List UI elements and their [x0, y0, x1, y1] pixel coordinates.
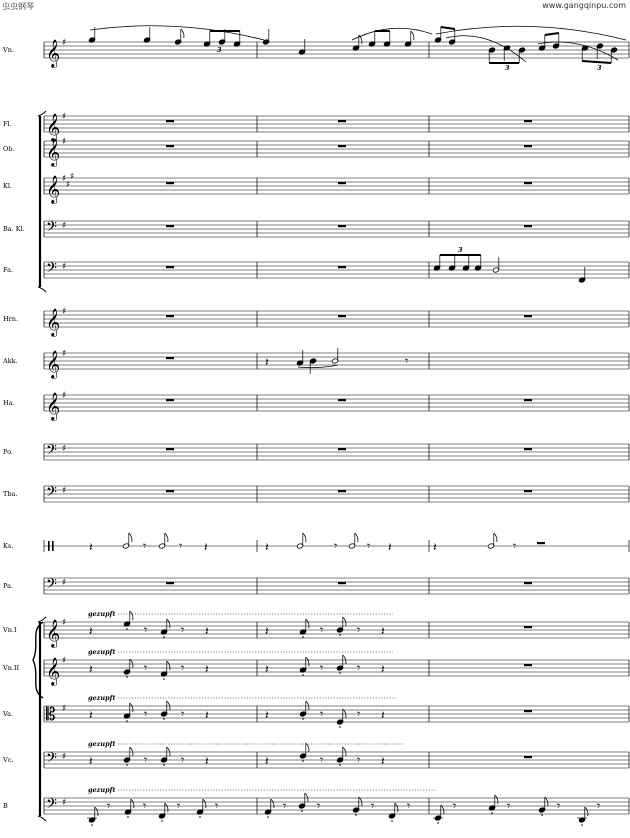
staff-tba	[44, 484, 629, 504]
note-flag	[585, 807, 588, 816]
staccato-dot	[126, 628, 128, 630]
staccato-dot	[163, 678, 165, 680]
note-flag	[165, 803, 168, 812]
percussion-clef-icon	[48, 541, 50, 551]
bass-clef-icon: 𝄢	[46, 219, 57, 239]
staccato-dot	[302, 636, 304, 638]
pizz-marking: gezupft	[88, 648, 116, 656]
note-flag	[181, 29, 184, 38]
staccato-dot	[91, 824, 93, 826]
eighth-rest-icon: 𝄾	[320, 707, 324, 721]
note-flag	[343, 617, 346, 626]
bass-clef-icon: 𝄢	[46, 260, 57, 280]
whole-rest-icon	[524, 626, 532, 628]
eighth-rest-icon: 𝄾	[357, 707, 361, 721]
note-flag	[343, 655, 346, 664]
staff-vn1	[44, 618, 629, 648]
instrument-label-b: B	[3, 802, 8, 810]
note-flag	[306, 701, 309, 710]
tuplet-number: 3	[597, 64, 602, 72]
eighth-rest-icon: 𝄾	[371, 799, 375, 813]
instrument-label-fa: Fa.	[3, 266, 14, 274]
eighth-rest-icon: 𝄾	[144, 623, 148, 637]
quarter-rest-icon: 𝄽	[381, 624, 385, 638]
eighth-rest-icon: 𝄾	[405, 354, 409, 368]
beam	[545, 33, 559, 35]
quarter-rest-icon: 𝄽	[381, 662, 385, 676]
staff-ob	[44, 137, 629, 167]
whole-rest-icon	[166, 182, 174, 184]
instrument-label-ks: Ks.	[3, 542, 14, 550]
staff-vn	[44, 38, 629, 68]
quarter-rest-icon: 𝄽	[265, 662, 269, 676]
note-flag	[545, 797, 548, 806]
site-name: 虫虫钢琴	[2, 2, 34, 11]
bass-clef-icon: 𝄢	[46, 484, 57, 504]
slur	[298, 365, 338, 368]
note-flag	[441, 805, 444, 814]
eighth-rest-icon: 𝄾	[557, 799, 561, 813]
staff-hrn	[44, 307, 629, 337]
staccato-dot	[126, 764, 128, 766]
staccato-dot	[302, 718, 304, 720]
staccato-dot	[302, 674, 304, 676]
whole-rest-icon	[166, 315, 174, 317]
whole-rest-icon	[338, 266, 346, 268]
sharp-icon: ♯	[62, 752, 67, 762]
whole-rest-icon	[338, 182, 346, 184]
quarter-rest-icon: 𝄽	[265, 624, 269, 638]
quarter-rest-icon: 𝄽	[205, 662, 209, 676]
instrument-label-ha: Ha.	[3, 399, 15, 407]
whole-rest-icon	[338, 582, 346, 584]
instrument-label-va: Va.	[3, 710, 14, 718]
whole-rest-icon	[166, 357, 174, 359]
eighth-rest-icon: 𝄾	[181, 707, 185, 721]
bass-clef-icon: 𝄢	[46, 442, 57, 462]
sharp-icon: ♯	[62, 349, 67, 359]
staccato-dot	[355, 814, 357, 816]
sharp-icon: ♯	[62, 578, 67, 588]
note-flag	[130, 747, 133, 756]
instrument-label-po: Po.	[3, 448, 13, 456]
strings-bracket-bottom	[38, 816, 46, 821]
staccato-dot	[163, 636, 165, 638]
sharp-icon: ♯	[62, 486, 67, 496]
eighth-rest-icon: 𝄾	[143, 799, 147, 813]
quarter-rest-icon: 𝄽	[265, 754, 269, 768]
whole-rest-icon	[166, 120, 174, 122]
whole-rest-icon	[524, 315, 532, 317]
note-flag	[271, 799, 274, 808]
staff-pa	[44, 576, 629, 596]
sharp-icon: ♯	[62, 618, 67, 628]
staccato-dot	[491, 812, 493, 814]
slur	[538, 42, 618, 60]
staccato-dot	[302, 760, 304, 762]
quarter-rest-icon: 𝄽	[265, 355, 269, 369]
staff-bakl	[44, 219, 629, 239]
whole-rest-icon	[524, 710, 532, 712]
percussion-clef-icon	[52, 541, 54, 551]
eighth-rest-icon: 𝄾	[320, 623, 324, 637]
staff-akk	[44, 349, 629, 379]
staccato-dot	[581, 824, 583, 826]
treble-clef-icon: 𝄞	[46, 175, 61, 203]
note-flag	[167, 661, 170, 670]
eighth-rest-icon: 𝄾	[181, 623, 185, 637]
whole-rest-icon	[166, 145, 174, 147]
note-flag	[305, 793, 308, 802]
staff-vc	[44, 750, 629, 770]
eighth-rest-icon: 𝄾	[215, 799, 219, 813]
whole-rest-icon	[537, 542, 545, 544]
eighth-rest-icon: 𝄾	[320, 753, 324, 767]
treble-clef-icon: 𝄞	[46, 39, 61, 67]
whole-rest-icon	[524, 756, 532, 758]
quarter-rest-icon: 𝄽	[205, 624, 209, 638]
sharp-icon: ♯	[62, 656, 67, 666]
whole-rest-icon	[166, 582, 174, 584]
note-flag	[95, 807, 98, 816]
eighth-rest-icon: 𝄾	[367, 539, 371, 553]
quarter-rest-icon: 𝄽	[265, 708, 269, 722]
whole-rest-icon	[166, 266, 174, 268]
eighth-rest-icon: 𝄾	[144, 707, 148, 721]
eighth-rest-icon: 𝄾	[357, 753, 361, 767]
eighth-rest-icon: 𝄾	[334, 539, 338, 553]
instrument-label-vn1: Vn.I	[3, 626, 17, 634]
note-flag	[129, 533, 132, 542]
note-flag	[130, 659, 133, 668]
whole-rest-icon	[524, 225, 532, 227]
instrument-label-akk: Akk.	[3, 357, 18, 365]
staccato-dot	[126, 720, 128, 722]
eighth-rest-icon: 𝄾	[357, 661, 361, 675]
slur	[352, 28, 432, 40]
eighth-rest-icon: 𝄾	[357, 623, 361, 637]
eighth-rest-icon: 𝄾	[320, 661, 324, 675]
staccato-dot	[126, 676, 128, 678]
note-flag	[167, 701, 170, 710]
whole-rest-icon	[166, 399, 174, 401]
sharp-icon: ♯	[62, 444, 67, 454]
instrument-label-bakl: Ba. Kl.	[3, 225, 25, 233]
staccato-dot	[199, 816, 201, 818]
treble-clef-icon: 𝄞	[46, 657, 61, 685]
sharp-icon: ♯	[62, 391, 67, 401]
tuplet-number: 3	[505, 64, 510, 72]
violin-brace	[33, 622, 43, 698]
note-flag	[306, 619, 309, 628]
staccato-dot	[339, 726, 341, 728]
staccato-dot	[301, 810, 303, 812]
staccato-dot	[437, 822, 439, 824]
staccato-dot	[339, 764, 341, 766]
staccato-dot	[391, 820, 393, 822]
quarter-rest-icon: 𝄽	[381, 754, 385, 768]
sharp-icon: ♯	[62, 798, 67, 808]
eighth-rest-icon: 𝄾	[513, 539, 517, 553]
instrument-label-kl: Kl.	[3, 182, 13, 190]
sharp-icon: ♯	[62, 221, 67, 231]
instrument-label-vn: Vn.	[3, 46, 14, 54]
staff-fa	[44, 260, 629, 280]
treble-clef-icon: 𝄞	[46, 350, 61, 378]
beam	[582, 61, 611, 63]
staff-kl	[44, 172, 629, 204]
whole-rest-icon	[524, 664, 532, 666]
instrument-label-hrn: Hrn.	[3, 315, 19, 323]
eighth-rest-icon: 𝄾	[143, 539, 147, 553]
note-flag	[355, 533, 358, 542]
pizz-marking: gezupft	[88, 694, 116, 702]
instrument-label-vn2: Vn.II	[3, 664, 20, 672]
strings-bracket-top	[38, 617, 46, 622]
sharp-icon: ♯	[62, 38, 67, 48]
quarter-rest-icon: 𝄽	[433, 540, 437, 554]
eighth-rest-icon: 𝄾	[177, 799, 181, 813]
slur	[90, 26, 264, 40]
tuplet-number: 3	[217, 46, 222, 54]
eighth-rest-icon: 𝄾	[107, 799, 111, 813]
sharp-icon: ♯	[62, 262, 67, 272]
note-flag	[343, 709, 346, 718]
staff-va	[44, 704, 629, 725]
whole-rest-icon	[166, 490, 174, 492]
eighth-rest-icon: 𝄾	[144, 661, 148, 675]
staff-vn2	[44, 656, 629, 686]
sharp-icon: ♯	[62, 112, 67, 122]
whole-rest-icon	[338, 399, 346, 401]
quarter-rest-icon: 𝄽	[89, 662, 93, 676]
note-flag	[165, 533, 168, 542]
quarter-rest-icon: 𝄽	[381, 708, 385, 722]
alto-clef-icon: 𝄡	[46, 705, 56, 725]
eighth-rest-icon: 𝄾	[181, 753, 185, 767]
quarter-rest-icon: 𝄽	[205, 754, 209, 768]
note-flag	[495, 795, 498, 804]
quarter-rest-icon: 𝄽	[89, 754, 93, 768]
sharp-icon: ♯	[62, 137, 67, 147]
quarter-rest-icon: 𝄽	[89, 540, 93, 554]
whole-rest-icon	[338, 448, 346, 450]
instrument-labels	[2, 46, 25, 810]
tuplet-number: 3	[458, 246, 463, 254]
staff-fl	[44, 112, 629, 142]
staccato-dot	[161, 820, 163, 822]
sharp-icon: ♯	[62, 307, 67, 317]
whole-rest-icon	[524, 490, 532, 492]
note-flag	[203, 799, 206, 808]
bass-clef-icon: 𝄢	[46, 750, 57, 770]
slur	[436, 26, 626, 40]
woodwind-bracket-top	[38, 111, 46, 116]
note-flag	[411, 31, 414, 40]
note-flag	[494, 533, 497, 542]
treble-clef-icon: 𝄞	[46, 619, 61, 647]
note-flag	[395, 803, 398, 812]
note-flag	[306, 657, 309, 666]
staff-ha	[44, 391, 629, 421]
quarter-rest-icon: 𝄽	[265, 540, 269, 554]
treble-clef-icon: 𝄞	[46, 392, 61, 420]
bass-clef-icon: 𝄢	[46, 576, 57, 596]
treble-clef-icon: 𝄞	[46, 113, 61, 141]
whole-rest-icon	[338, 120, 346, 122]
woodwind-bracket-bottom	[38, 287, 46, 292]
note-flag	[303, 533, 306, 542]
staccato-dot	[127, 816, 129, 818]
staves	[33, 38, 629, 821]
sharp-icon: ♯	[66, 180, 71, 190]
treble-clef-icon: 𝄞	[46, 138, 61, 166]
sharp-icon: ♯	[62, 704, 67, 714]
eighth-rest-icon: 𝄾	[407, 799, 411, 813]
quarter-rest-icon: 𝄽	[89, 624, 93, 638]
quarter-rest-icon: 𝄽	[205, 708, 209, 722]
instrument-label-vc: Vc.	[3, 756, 14, 764]
whole-rest-icon	[524, 182, 532, 184]
staff-b	[44, 796, 629, 816]
whole-rest-icon	[524, 448, 532, 450]
note-flag	[359, 797, 362, 806]
note-flag	[130, 611, 133, 620]
whole-rest-icon	[338, 315, 346, 317]
eighth-rest-icon: 𝄾	[283, 799, 287, 813]
bass-clef-icon: 𝄢	[46, 796, 57, 816]
eighth-rest-icon: 𝄾	[179, 539, 183, 553]
staccato-dot	[541, 814, 543, 816]
eighth-rest-icon: 𝄾	[181, 661, 185, 675]
whole-rest-icon	[524, 582, 532, 584]
whole-rest-icon	[524, 145, 532, 147]
eighth-rest-icon: 𝄾	[317, 799, 321, 813]
whole-rest-icon	[524, 120, 532, 122]
instrument-label-tba: Tba.	[3, 490, 18, 498]
pizz-marking: gezupft	[88, 740, 116, 748]
whole-rest-icon	[166, 448, 174, 450]
note-flag	[306, 743, 309, 752]
whole-rest-icon	[338, 490, 346, 492]
quarter-rest-icon: 𝄽	[204, 540, 208, 554]
pizz-marking: gezupft	[88, 610, 116, 618]
pizz-marking: gezupft	[88, 786, 116, 794]
note-flag	[167, 747, 170, 756]
quarter-rest-icon: 𝄽	[388, 540, 392, 554]
note-flag	[130, 703, 133, 712]
treble-clef-icon: 𝄞	[46, 308, 61, 336]
sharp-icon: ♯	[70, 172, 75, 182]
site-url[interactable]: www.gangqinpu.com	[542, 1, 626, 10]
staff-po	[44, 442, 629, 462]
whole-rest-icon	[338, 225, 346, 227]
whole-rest-icon	[338, 145, 346, 147]
whole-rest-icon	[166, 225, 174, 227]
instrument-label-fl: Fl.	[3, 120, 12, 128]
staccato-dot	[339, 672, 341, 674]
instrument-label-pa: Pa.	[3, 582, 14, 590]
quarter-rest-icon: 𝄽	[89, 708, 93, 722]
instrument-label-ob: Ob.	[3, 145, 15, 153]
note-flag	[167, 619, 170, 628]
eighth-rest-icon: 𝄾	[597, 799, 601, 813]
eighth-rest-icon: 𝄾	[453, 799, 457, 813]
whole-rest-icon	[524, 399, 532, 401]
note-flag	[131, 799, 134, 808]
eighth-rest-icon: 𝄾	[144, 753, 148, 767]
beam	[441, 27, 455, 29]
note-flag	[343, 747, 346, 756]
eighth-rest-icon: 𝄾	[507, 799, 511, 813]
staccato-dot	[339, 634, 341, 636]
sharp-icon: ♯	[62, 174, 67, 184]
staccato-dot	[163, 718, 165, 720]
staccato-dot	[267, 816, 269, 818]
staccato-dot	[163, 764, 165, 766]
